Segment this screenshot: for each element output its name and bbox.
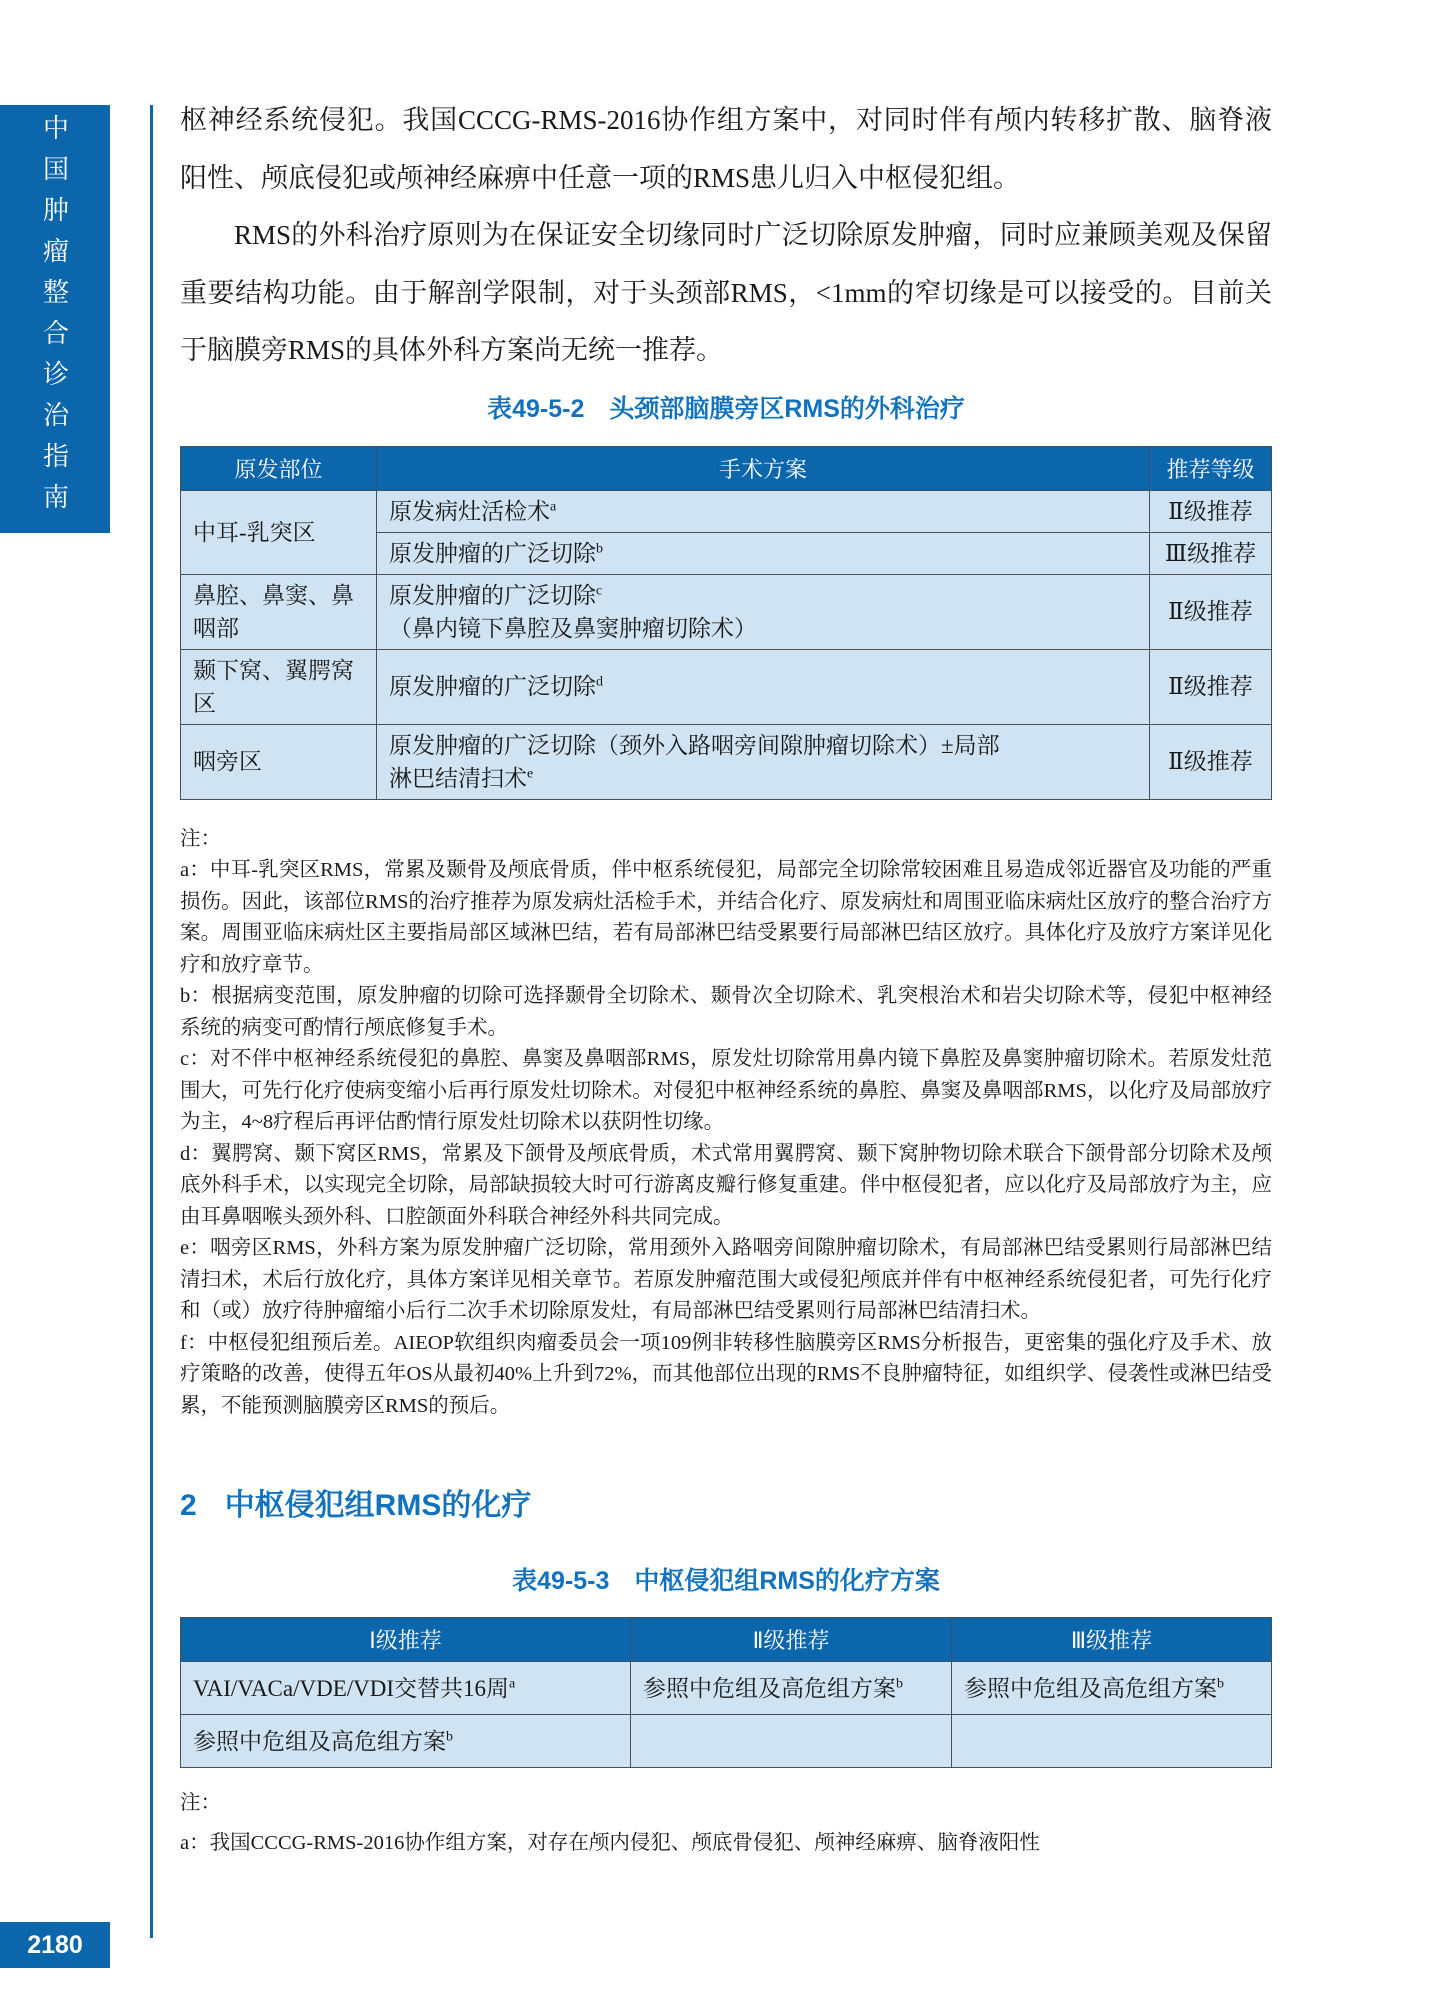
surgery-table-header-row <box>181 446 1272 490</box>
note-f: f：中枢侵犯组预后差。AIEOP软组织肉瘤委员会一项109例非转移性脑膜旁区RMS分析报告，更密集的强化疗及手术、放疗策略的改善，使得五年OS从最初40%上升到72%，而其他部位出现的RMS不良肿瘤特征，如组织学、侵袭性或淋巴结受累，不能预测脑膜旁区RMS的预后。 <box>180 1331 1272 1417</box>
table-row <box>181 1662 1272 1715</box>
notes-label: 注： <box>180 1792 221 1814</box>
site-cell: 颞下窝、翼腭窝区 <box>181 649 377 724</box>
regimen-cell <box>631 1715 952 1768</box>
sidebar-book-title: 中国肿瘤整合诊治指南 <box>39 114 70 524</box>
chemotherapy-table-header-row <box>181 1618 1272 1662</box>
table1-notes <box>180 824 1272 1423</box>
column-header-grade2: Ⅱ级推荐 <box>631 1618 952 1662</box>
table-row <box>181 1715 1272 1768</box>
plan-cell: 原发肿瘤的广泛切除（颈外入路咽旁间隙肿瘤切除术）±局部 淋巴结清扫术$^e$ <box>377 724 1150 799</box>
table-row <box>181 574 1272 649</box>
grade-cell: Ⅱ级推荐 <box>1150 490 1272 532</box>
note-a: a：中耳-乳突区RMS，常累及颞骨及颅底骨质，伴中枢系统侵犯，局部完全切除常较困难且易造成邻近器官及功能的严重损伤。因此，该部位RMS的治疗推荐为原发病灶活检手术，并结合化疗、原发病灶和周围亚临床病灶区放疗的整合治疗方案。周围亚临床病灶区主要指局部区域淋巴结，若有局部淋巴结受累要行局部淋巴结区放疗。具体化疗及放疗方案详见化疗和放疗章节。 <box>180 859 1272 976</box>
table1-caption: 表49-5-2 头颈部脑膜旁区RMS的外科治疗 <box>487 394 965 423</box>
paragraph-surgery-principle: RMS的外科治疗原则为在保证安全切缘同时广泛切除原发肿瘤，同时应兼顾美观及保留重要结构功能。由于解剖学限制，对于头颈部RMS，<1mm的窄切缘是可以接受的。目前关于脑膜旁RMS的具体外科方案尚无统一推荐。 <box>180 220 1272 365</box>
note-e: e：咽旁区RMS，外科方案为原发肿瘤广泛切除，常用颈外入路咽旁间隙肿瘤切除术，有局部淋巴结受累则行局部淋巴结清扫术，术后行放化疗，具体方案详见相关章节。若原发肿瘤范围大或侵犯颅底并伴有中枢神经系统侵犯者，可先行化疗和（或）放疗待肿瘤缩小后行二次手术切除原发灶，有局部淋巴结受累则行局部淋巴结清扫术。 <box>180 1237 1272 1322</box>
regimen-cell <box>952 1715 1272 1768</box>
notes-label: 注： <box>180 827 221 850</box>
grade-cell: Ⅱ级推荐 <box>1150 724 1272 799</box>
regimen-cell: 参照中危组及高危组方案$^b$ <box>952 1662 1272 1715</box>
plan-cell: 原发肿瘤的广泛切除$^d$ <box>377 649 1150 724</box>
grade-cell: Ⅱ级推荐 <box>1150 574 1272 649</box>
column-header-site: 原发部位 <box>181 446 377 490</box>
sidebar-book-title-box <box>0 105 110 533</box>
plan-cell: 原发肿瘤的广泛切除$^c$ （鼻内镜下鼻腔及鼻窦肿瘤切除术） <box>377 574 1150 649</box>
paragraph-cns-invasion: 枢神经系统侵犯。我国CCCG-RMS-2016协作组方案中，对同时伴有颅内转移扩散、脑脊液阳性、颅底侵犯或颅神经麻痹中任意一项的RMS患儿归入中枢侵犯组。 <box>180 105 1272 193</box>
site-cell: 咽旁区 <box>181 724 377 799</box>
section-number: 2 <box>180 1489 197 1522</box>
regimen-cell: VAI/VACa/VDE/VDI交替共16周$^a$ <box>181 1662 631 1715</box>
site-cell: 鼻腔、鼻窦、鼻咽部 <box>181 574 377 649</box>
content-column <box>180 0 1272 1859</box>
section-title: 中枢侵犯组RMS的化疗 <box>224 1489 532 1522</box>
table-row <box>181 490 1272 532</box>
site-cell: 中耳-乳突区 <box>181 490 377 574</box>
table2-notes <box>180 1788 1272 1859</box>
surgery-table <box>180 446 1272 800</box>
note-c: c：对不伴中枢神经系统侵犯的鼻腔、鼻窦及鼻咽部RMS，原发灶切除常用鼻内镜下鼻腔及鼻窦肿瘤切除术。若原发灶范围大，可先行化疗使病变缩小后再行原发灶切除术。对侵犯中枢神经系统的鼻腔、鼻窦及鼻咽部RMS，以化疗及局部放疗为主，4~8疗程后再评估酌情行原发灶切除术以获阴性切缘。 <box>180 1048 1272 1133</box>
surgery-table-body <box>181 490 1272 799</box>
note-b: b：根据病变范围，原发肿瘤的切除可选择颞骨全切除术、颞骨次全切除术、乳突根治术和岩尖切除术等，侵犯中枢神经系统的病变可酌情行颅底修复手术。 <box>180 985 1272 1039</box>
regimen-cell: 参照中危组及高危组方案$^b$ <box>181 1715 631 1768</box>
table-row <box>181 724 1272 799</box>
grade-cell: Ⅱ级推荐 <box>1150 649 1272 724</box>
plan-cell: 原发病灶活检术$^a$ <box>377 490 1150 532</box>
section-heading-chemotherapy <box>180 1486 1272 1526</box>
grade-cell: Ⅲ级推荐 <box>1150 532 1272 574</box>
note-a-bottom: a：我国CCCG-RMS-2016协作组方案，对存在颅内侵犯、颅底骨侵犯、颅神经麻痹、脑脊液阳性 <box>180 1831 1040 1854</box>
column-header-plan: 手术方案 <box>377 446 1150 490</box>
regimen-cell: 参照中危组及高危组方案$^b$ <box>631 1662 952 1715</box>
plan-cell: 原发肿瘤的广泛切除$^b$ <box>377 532 1150 574</box>
column-header-grade3: Ⅲ级推荐 <box>952 1618 1272 1662</box>
table2-caption: 表49-5-3 中枢侵犯组RMS的化疗方案 <box>512 1567 940 1595</box>
chemotherapy-table <box>180 1617 1272 1768</box>
margin-rule <box>150 105 153 1938</box>
note-d: d：翼腭窝、颞下窝区RMS，常累及下颌骨及颅底骨质，术式常用翼腭窝、颞下窝肿物切除术联合下颌骨部分切除术及颅底外科手术，以实现完全切除，局部缺损较大时可行游离皮瓣行修复重建。伴中枢侵犯者，应以化疗及局部放疗为主，应由耳鼻咽喉头颈外科、口腔颌面外科联合神经外科共同完成。 <box>180 1142 1272 1228</box>
page-number: 2180 <box>0 1922 110 1968</box>
column-header-grade: 推荐等级 <box>1150 446 1272 490</box>
chemotherapy-table-body <box>181 1662 1272 1768</box>
table-row <box>181 649 1272 724</box>
column-header-grade1: Ⅰ级推荐 <box>181 1618 631 1662</box>
